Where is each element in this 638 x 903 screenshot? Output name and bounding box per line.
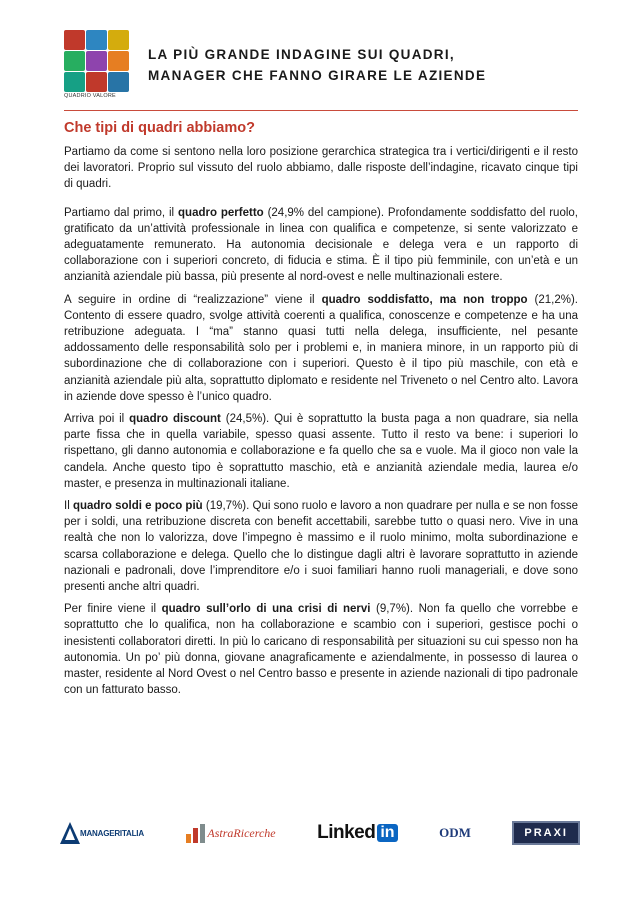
page-title [148, 44, 486, 86]
logo-portrait-tile [108, 30, 129, 50]
logo-portrait-tile [64, 51, 85, 71]
paragraph-quadro-perfetto [64, 205, 578, 286]
text: (9,7%). Non fa quello che vorrebbe e soprattutto che lo qualifica, non ha collaborazione e scambio con i superiori, gestisce pochi o inesistenti collaboratori diretti. In più lo caricano di responsabilità per situazioni su cui spesso non ha autonomia. Un po’ più donna, giovane anagraficamente e aziendalmente, in possesso di laurea o master, residente al Nord Ovest o nel Centro basso e presente in aziende nazionali di tipo padronale con un fatturato basso. [64, 603, 578, 697]
logo-portrait-tile [108, 51, 129, 71]
sponsor-logos [60, 816, 580, 850]
linkedin-text: Linked [317, 822, 376, 843]
text: Partiamo dal primo, il [64, 206, 179, 219]
type-name: quadro perfetto [178, 206, 264, 219]
text: (24,9% del campione). Profondamente soddisfatto del ruolo, gratificato da un’attività professionale in linea con qualifica e competenze, si sente valorizzato e adeguatamente remunerato. Ha autonomia decisionale e delega vera e un rapporto di collaborazione con i superiori concreto, di fiducia e stima. È il tipo più femminile, con un’età e un anzianità aziendale più bassa, più presente al nord-ovest e nelle multinazionali estere. [64, 206, 578, 284]
text: Per finire viene il [64, 603, 162, 616]
astraricerche-logo [185, 818, 275, 848]
logo-portrait-tile [64, 30, 85, 50]
text: (24,5%). Qui è soprattutto la busta paga a non quadrare, sia nella parte fissa che in quella variabile, spesso quasi assente. Tutto il resto va bene: i superiori lo rispettano, gli danno autonomia e collaborazione e fa quello che sa e vuole. Ma il gioco non vale la candela. Anche questo tipo è soprattutto maschio, età e anzianità aziendale media, laurea e/o master, e presenza in multinazionali italiane. [64, 413, 578, 490]
quadri-valore-logo [64, 30, 130, 102]
logo-caption: QUADRIO VALORE [64, 93, 116, 99]
manageritalia-logo [60, 818, 144, 848]
paragraph-quadro-soddisfatto [64, 292, 578, 405]
linkedin-in-badge: in [377, 824, 397, 842]
text: A seguire in ordine di “realizzazione” viene il [64, 293, 322, 306]
odm-text: ODM [439, 825, 471, 840]
page-header [64, 30, 578, 106]
title-line-2: MANAGER CHE FANNO GIRARE LE AZIENDE [148, 68, 487, 83]
logo-portrait-tile [108, 72, 129, 92]
odm-logo [439, 818, 471, 848]
logo-portrait-tile [86, 30, 107, 50]
praxi-logo [512, 818, 580, 848]
paragraph-quadro-soldi [64, 498, 578, 595]
type-name: quadro soddisfatto, ma non troppo [321, 293, 528, 306]
paragraph-intro: Partiamo da come si sentono nella loro posizione gerarchica strategica tra i vertici/dirigenti e il resto dei lavoratori. Proprio sul vissuto del ruolo abbiamo, dalle risposte dell’indagine, ricavato cinque tipi di quadri. [64, 146, 578, 191]
section-heading: Che tipi di quadri abbiamo? [64, 120, 255, 136]
logo-portrait-tile [86, 51, 107, 71]
title-line-1: LA PIÙ GRANDE INDAGINE SUI QUADRI, [148, 47, 455, 62]
text: Il [64, 500, 73, 513]
astraricerche-text: AstraRicerche [207, 825, 276, 840]
article-body [64, 120, 578, 705]
header-divider [64, 110, 578, 111]
paragraph-quadro-discount [64, 411, 578, 492]
praxi-text: PRAXI [512, 821, 580, 845]
text: (21,2%). Contento di essere quadro, svolge attività coerenti a qualifica, conoscenze e competenze e ha una retribuzione adeguata. I “ma” stanno quasi tutti nella delega, insufficiente, nel pesante addossamento delle responsabilità solo per i problemi e, in maniera minore, in un rapporto più di subordinazione che di collaborazione con i superiori. Questo è il tipo più maschile, con età e anzianità aziendale più alta, soprattutto diplomato e residente nel Triveneto o nel Centro alto. Lavora in aziende dove spesso è l’unico quadro. [64, 293, 578, 403]
paragraph-quadro-crisi [64, 601, 578, 698]
linkedin-logo [317, 818, 397, 848]
astra-bars-icon [185, 822, 207, 844]
logo-portrait-tile [64, 72, 85, 92]
logo-portrait-tile [86, 72, 107, 92]
type-name: quadro soldi e poco più [72, 500, 203, 513]
text: Arriva poi il [64, 413, 130, 426]
text: (19,7%). Qui sono ruolo e lavoro a non quadrare per nulla e se non fosse per i soldi, una retribuzione discreta con benefit accettabili, sarebbe tutto o quasi nero. Vive in una realtà che non lo valorizza, dove l’impegno è massimo e il ruolo minimo, molta subordinazione e scarsa collaborazione e delega. Quello che lo distingue dagli altri è lavorare soprattutto in aziende nazionali e padronali, dove l’imprenditore e/o i suoi familiari hanno ruoli manageriali, e dove sono presenti anche altri quadri. [64, 500, 578, 594]
type-name: quadro sull’orlo di una crisi di nervi [161, 603, 371, 616]
manageritalia-mark-icon [60, 822, 80, 844]
manageritalia-text: MANAGERITALIA [80, 828, 144, 838]
type-name: quadro discount [129, 413, 221, 426]
